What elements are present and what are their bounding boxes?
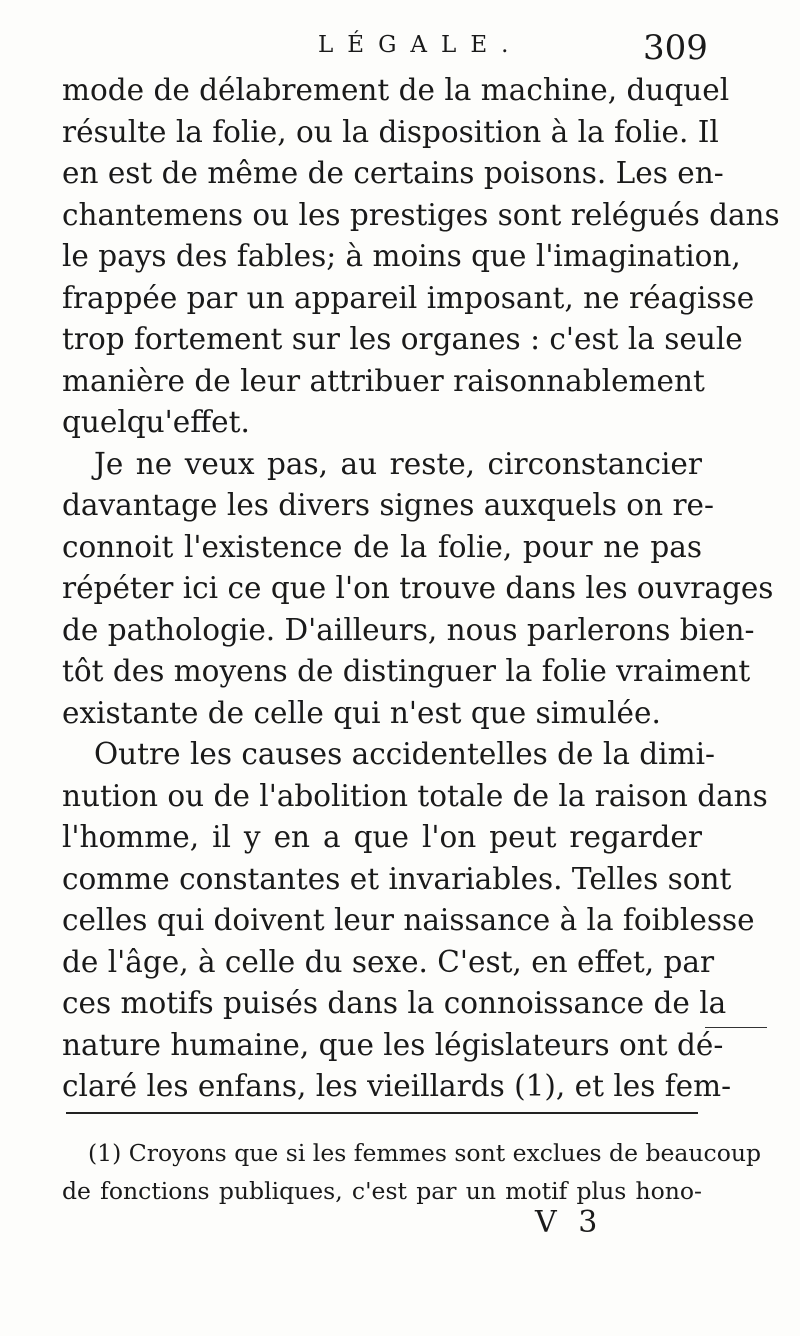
text-line: nution ou de l'abolition totale de la raison dans: [62, 778, 768, 813]
paragraph-start-line: Je ne veux pas, au reste, circonstancier: [94, 446, 702, 481]
paragraph-start-line: Outre les causes accidentelles de la dimi-: [94, 737, 715, 771]
text-line: davantage les divers signes auxquels on re-: [62, 488, 714, 522]
body-text: [62, 70, 780, 1108]
text-line: de l'âge, à celle du sexe. C'est, en effet, par: [62, 944, 715, 979]
page-number: 309: [643, 28, 708, 68]
text-line: connoit l'existence de la folie, pour ne pas: [62, 529, 702, 564]
text-line: tôt des moyens de distinguer la folie vraiment: [62, 654, 751, 688]
running-head: [0, 28, 800, 68]
text-line: le pays des fables; à moins que l'imagination,: [62, 239, 741, 273]
text-line: manière de leur attribuer raisonnablement: [62, 363, 705, 398]
text-line: claré les enfans, les vieillards (1), et les fem-: [62, 1069, 732, 1103]
text-line: chantemens ou les prestiges sont relégués dans: [62, 197, 780, 232]
text-line: en est de même de certains poisons. Les en-: [62, 156, 724, 190]
signature-mark: V 3: [535, 1205, 604, 1240]
text-line: nature humaine, que les législateurs ont dé-: [62, 1027, 724, 1062]
text-line: répéter ici ce que l'on trouve dans les ouvrages: [62, 571, 774, 605]
footnote: [62, 1134, 762, 1210]
text-line: l'homme, il y en a que l'on peut regarder: [62, 820, 702, 854]
text-line: résulte la folie, ou la disposition à la folie. Il: [62, 114, 719, 149]
running-title: LÉGALE.: [318, 32, 523, 58]
paragraph-end-line: quelqu'effet.: [62, 405, 250, 439]
text-line: comme constantes et invariables. Telles sont: [62, 861, 732, 896]
text-line: de pathologie. D'ailleurs, nous parlerons bien-: [62, 612, 755, 647]
text-line: ces motifs puisés dans la connoissance de la: [62, 986, 727, 1020]
text-line: frappée par un appareil imposant, ne réagisse: [62, 280, 755, 315]
margin-pen-mark: [705, 1027, 767, 1028]
paragraph-end-line: existante de celle qui n'est que simulée.: [62, 695, 661, 730]
text-line: mode de délabrement de la machine, duquel: [62, 73, 730, 107]
footnote-line: de fonctions publiques, c'est par un motif plus hono-: [62, 1177, 702, 1205]
text-line: trop fortement sur les organes : c'est la seule: [62, 322, 743, 356]
footnote-line: (1) Croyons que si les femmes sont exclues de beaucoup: [88, 1139, 762, 1167]
text-line: celles qui doivent leur naissance à la foiblesse: [62, 903, 755, 937]
footnote-rule: [66, 1112, 698, 1114]
